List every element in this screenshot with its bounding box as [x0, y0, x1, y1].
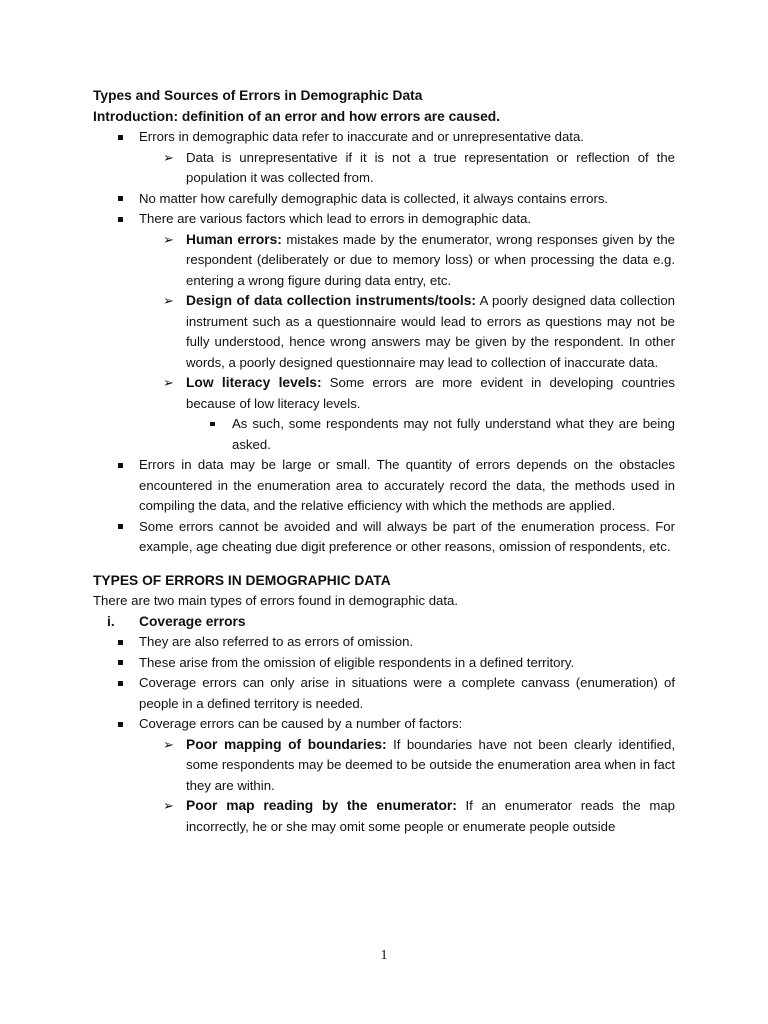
square-bullet-icon [118, 722, 123, 727]
list-item: They are also referred to as errors of omission. [93, 632, 675, 653]
square-bullet-icon [118, 640, 123, 645]
section-lead: There are two main types of errors found in demographic data. [93, 593, 459, 608]
list-item: ➢ Human errors: mistakes made by the enumerator, wrong responses given by the respondent (deliberately or due to memory loss) or when processing the data e.g. entering a wrong figure during data entry, etc. [163, 231, 675, 288]
arrow-bullet-icon: ➢ [163, 736, 174, 752]
arrow-bullet-icon: ➢ [163, 149, 174, 165]
list-item: Errors in demographic data refer to inaccurate and or unrepresentative data. [93, 127, 675, 148]
intro-heading: Introduction: definition of an error and how errors are caused. [93, 108, 501, 124]
factor-label: Low literacy levels: [186, 375, 322, 390]
list-item: Some errors cannot be avoided and will always be part of the enumeration process. For example, age cheating due digit preference or other reasons, omission of respondents, etc. [93, 517, 675, 558]
factor-label: Poor mapping of boundaries: [186, 736, 387, 752]
square-bullet-icon [118, 217, 123, 222]
square-bullet-icon [118, 463, 123, 468]
factor-label: Design of data collection instruments/tools: [186, 293, 477, 308]
roman-numeral: i. [107, 613, 115, 629]
list-item: ➢ Low literacy levels: Some errors are more evident in developing countries because of low literacy levels. [163, 375, 675, 411]
list-item: As such, some respondents may not fully understand what they are being asked. [93, 414, 675, 455]
arrow-bullet-icon: ➢ [163, 375, 174, 390]
document-page [93, 86, 675, 837]
square-bullet-icon [210, 422, 215, 427]
document-title: Types and Sources of Errors in Demographic Data [93, 88, 423, 103]
factor-label: Poor map reading by the enumerator: [186, 798, 457, 813]
page-number: 1 [380, 948, 388, 963]
list-item: There are various factors which lead to errors in demographic data. [93, 209, 675, 230]
list-item: ➢ Poor mapping of boundaries: If boundaries have not been clearly identified, some respondents may be deemed to be outside the enumeration area when in fact they are within. [163, 736, 675, 793]
square-bullet-icon [118, 196, 123, 201]
list-item: Coverage errors can only arise in situations were a complete canvass (enumeration) of people in a defined territory is needed. [93, 673, 675, 714]
arrow-bullet-icon: ➢ [163, 293, 174, 308]
list-item: ➢ Data is unrepresentative if it is not a true representation or reflection of the population it was collected from. [163, 149, 675, 185]
list-item: These arise from the omission of eligible respondents in a defined territory. [93, 653, 675, 674]
list-item: ➢ Poor map reading by the enumerator: If an enumerator reads the map incorrectly, he or she may omit some people or enumerate people outside [163, 798, 675, 834]
arrow-bullet-icon: ➢ [163, 231, 174, 247]
square-bullet-icon [118, 524, 123, 529]
arrow-bullet-icon: ➢ [163, 798, 174, 813]
factor-label: Human errors: [186, 231, 282, 247]
list-item: Errors in data may be large or small. The quantity of errors depends on the obstacles encountered in the enumeration area to accurately record the data, the methods used in compiling the data, and the relative efficiency with which the methods are applied. [93, 455, 675, 517]
square-bullet-icon [118, 135, 123, 140]
spacer [93, 558, 675, 571]
square-bullet-icon [118, 660, 123, 665]
section-heading: TYPES OF ERRORS IN DEMOGRAPHIC DATA [93, 572, 391, 588]
square-bullet-icon [118, 681, 123, 686]
subsection-heading: i. Coverage errors [93, 612, 675, 633]
list-item: Coverage errors can be caused by a number of factors: [93, 714, 675, 735]
list-item: No matter how carefully demographic data is collected, it always contains errors. [93, 189, 675, 210]
list-item: ➢ Design of data collection instruments/tools: A poorly designed data collection instrument such as a questionnaire would lead to errors as questions may not be fully understood, hence wrong answers may be given by the respondent. In other words, a poorly designed questionnaire may lead to collection of inaccurate data. [163, 293, 675, 370]
